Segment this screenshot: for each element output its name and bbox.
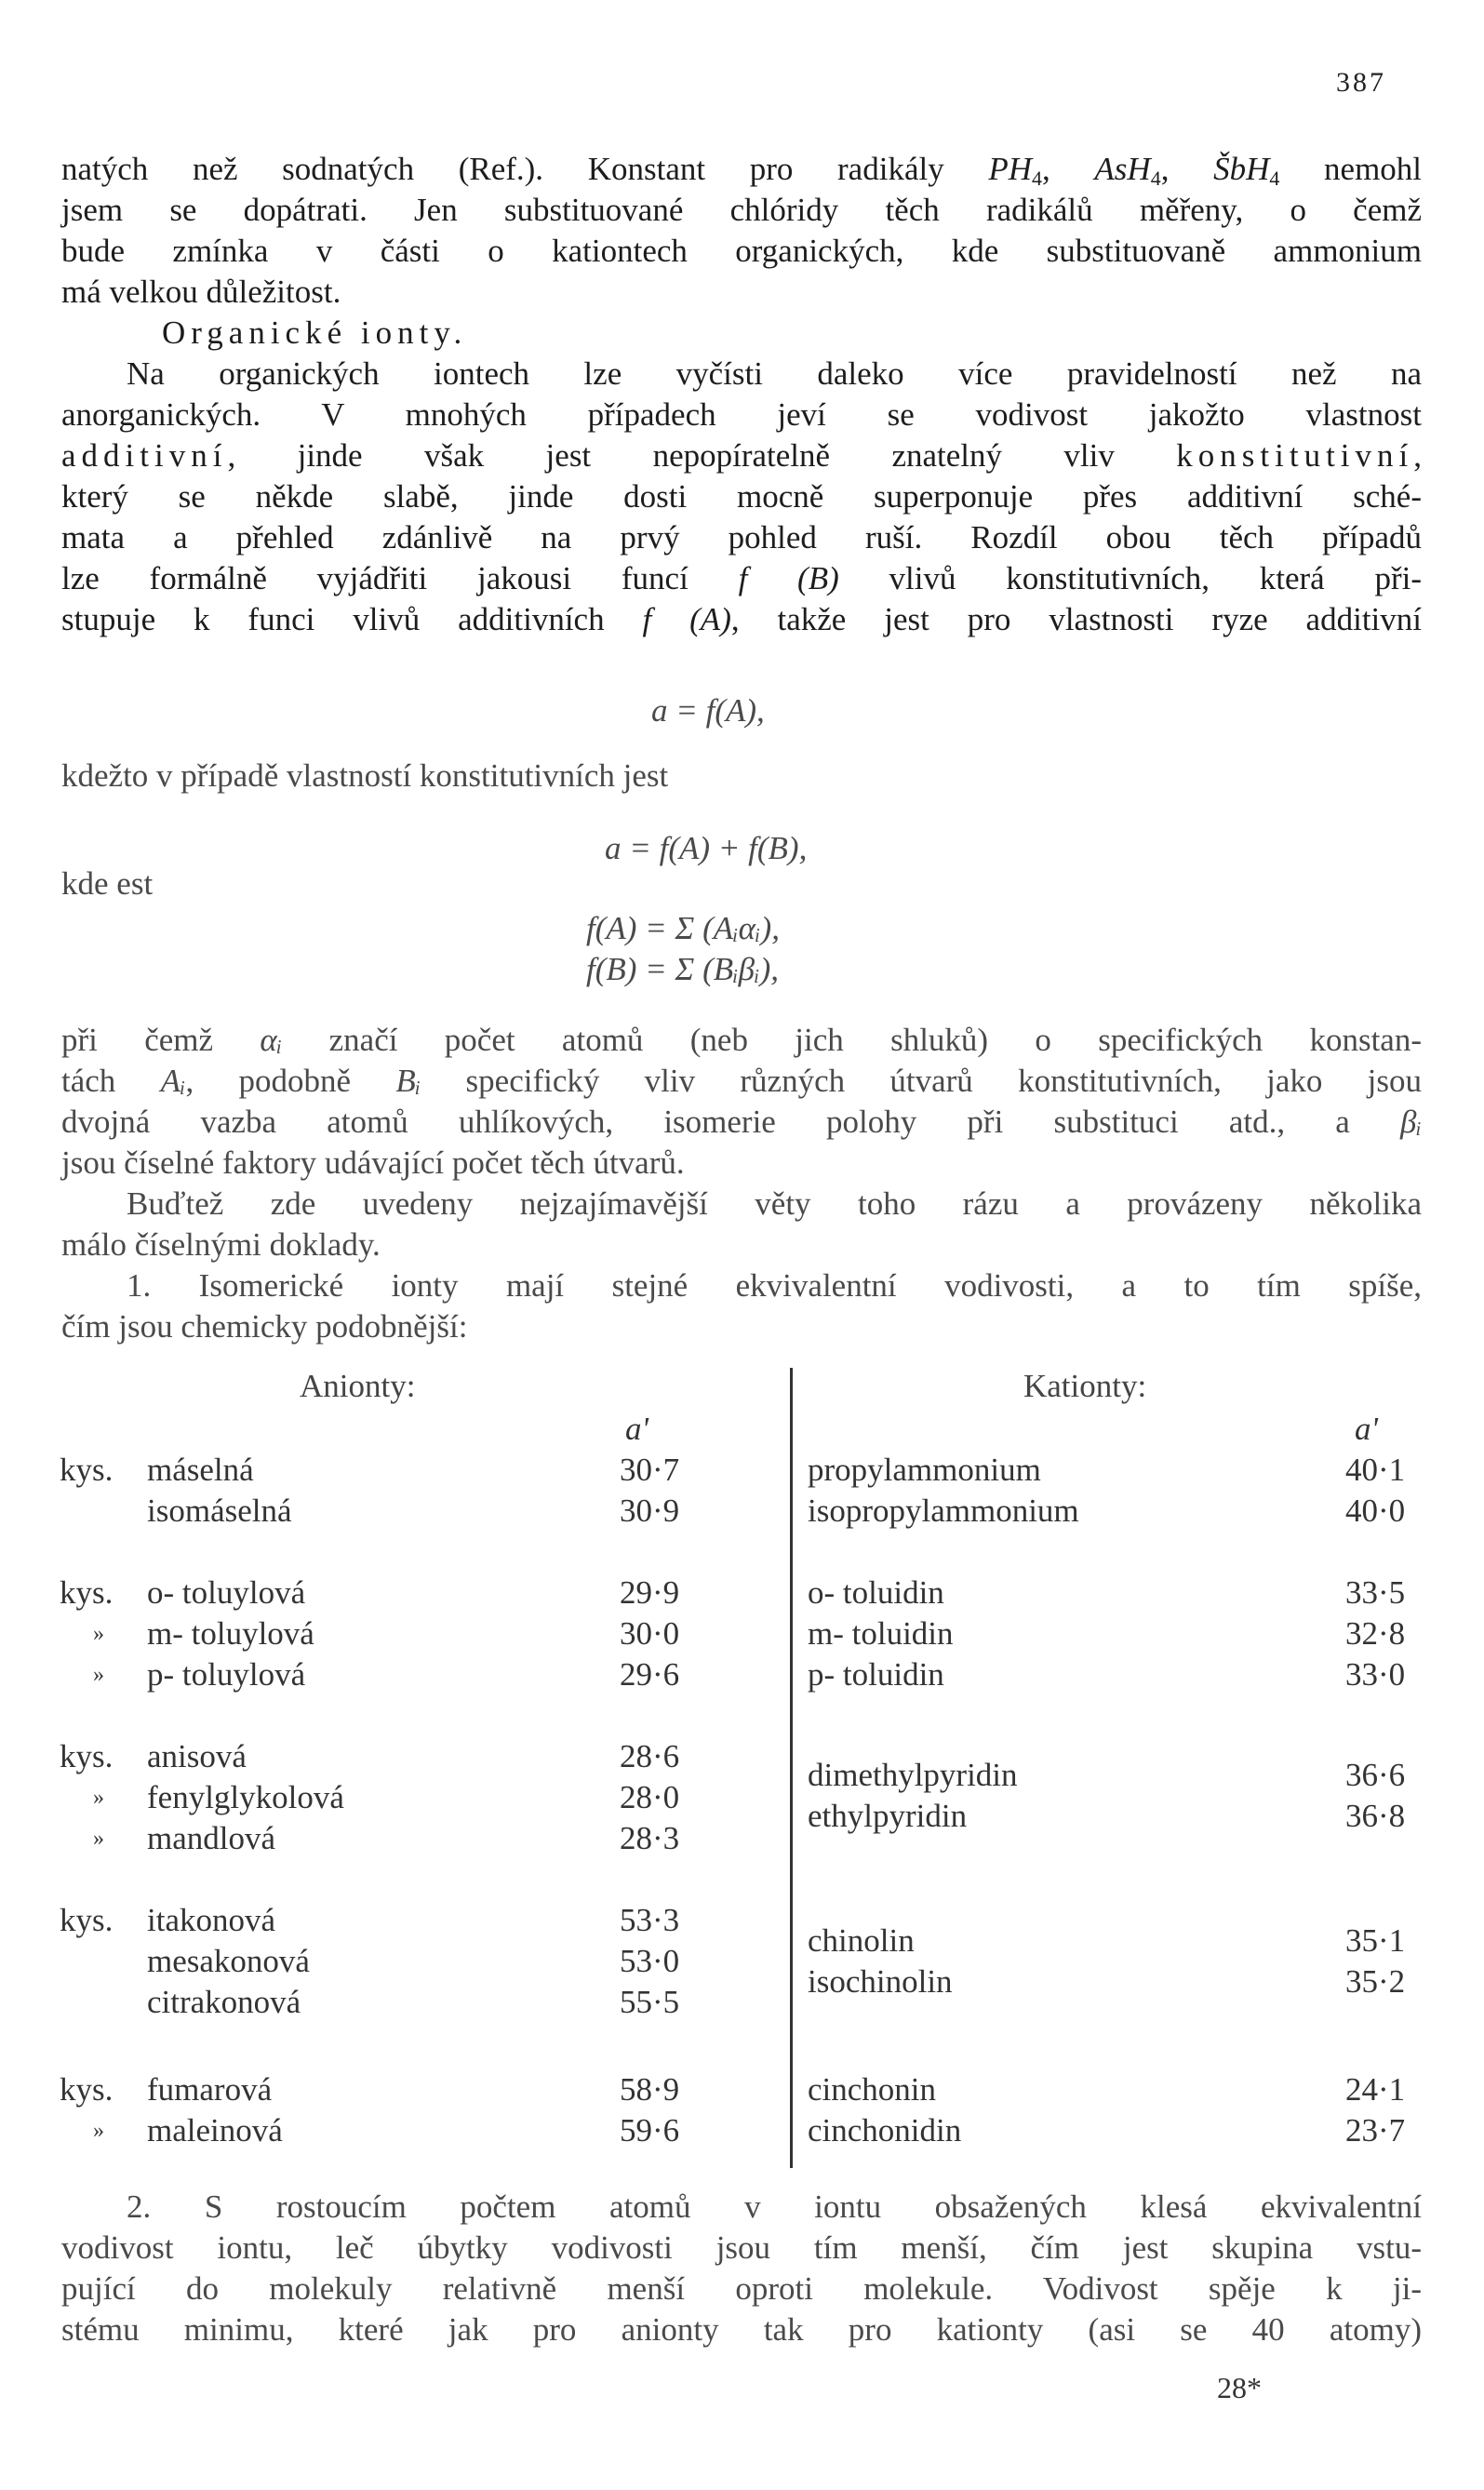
text-line: při čemž αᵢ značí počet atomů (neb jich shluků) o specifických konstan- — [61, 1022, 1422, 1058]
anion-name: o- toluylová — [147, 1574, 306, 1611]
anion-name: fumarová — [147, 2071, 273, 2108]
cations-heading: Kationty: — [1023, 1368, 1147, 1404]
cation-name: o- toluidin — [808, 1574, 944, 1611]
formula-constitutive: a = f(A) + f(B), — [605, 830, 808, 866]
anion-value: 28·6 — [620, 1738, 680, 1774]
formula-additive: a = f(A), — [651, 692, 765, 729]
anion-name: itakonová — [147, 1902, 276, 1938]
cation-value: 23·7 — [1345, 2112, 1406, 2149]
ditto-mark: » — [93, 1786, 104, 1810]
cation-value: 33·0 — [1345, 1656, 1406, 1693]
cation-name: isochinolin — [808, 1963, 953, 2000]
anion-name: maleinová — [147, 2112, 283, 2149]
anion-value: 55·5 — [620, 1984, 680, 2020]
anion-prefix: kys. — [60, 2071, 114, 2108]
cation-name: m- toluidin — [808, 1615, 954, 1652]
text-line: který se někde slabě, jinde dosti mocně superponuje přes additivní sché- — [61, 478, 1422, 515]
anion-value: 59·6 — [620, 2112, 680, 2149]
anion-value: 30·7 — [620, 1452, 680, 1488]
formula-fb: f(B) = Σ (Bᵢβᵢ), — [586, 951, 780, 987]
anion-name: m- toluylová — [147, 1615, 314, 1652]
anion-name: citrakonová — [147, 1984, 301, 2020]
paragraph-radicals — [61, 149, 1422, 640]
text-line: má velkou důležitost. — [61, 274, 341, 310]
text-line: bude zmínka v části o kationtech organických, kde substituovaně ammonium — [61, 233, 1422, 269]
cation-name: propylammonium — [808, 1452, 1041, 1488]
anion-value: 58·9 — [620, 2071, 680, 2108]
anion-value: 53·3 — [620, 1902, 680, 1938]
anion-prefix: kys. — [60, 1902, 114, 1938]
text-line: Na organických iontech lze vyčísti daleko více pravidelností než na — [127, 355, 1422, 392]
ditto-mark: » — [93, 1622, 104, 1646]
ditto-mark: » — [93, 1827, 104, 1851]
text-line: tách Aᵢ, podobně Bᵢ specifický vliv různých útvarů konstitutivních, jako jsou — [61, 1063, 1422, 1099]
text-line: natých než sodnatých (Ref.). Konstant pro radikály $PH_4$, AsH$_4$, ŠbH$_4$ nemohl — [61, 151, 1423, 190]
anion-value: 28·0 — [620, 1779, 680, 1815]
text-line: additivní, jinde však jest nepopíratelně znatelný vliv konstitutivní, — [61, 437, 1422, 474]
cation-name: ethylpyridin — [808, 1798, 968, 1834]
text-kdezto: kdežto v případě vlastností konstitutivních jest — [61, 757, 669, 794]
anions-symbol: a' — [625, 1411, 648, 1447]
anion-prefix: kys. — [60, 1738, 114, 1774]
anion-prefix: kys. — [60, 1452, 114, 1488]
text-line: pující do molekuly relativně menší oproti molekule. Vodivost spěje k ji- — [61, 2270, 1422, 2307]
cation-value: 36·8 — [1345, 1798, 1406, 1834]
cation-name: dimethylpyridin — [808, 1757, 1018, 1793]
cation-value: 33·5 — [1345, 1574, 1406, 1611]
cation-value: 40·1 — [1345, 1452, 1406, 1488]
anion-name: anisová — [147, 1738, 247, 1774]
cation-value: 24·1 — [1345, 2071, 1406, 2108]
section-heading: Organické ionty. — [162, 315, 468, 351]
cation-name: cinchonidin — [808, 2112, 962, 2149]
cation-name: cinchonin — [808, 2071, 937, 2108]
text-line: mata a přehled zdánlivě na prvý pohled ruší. Rozdíl obou těch případů — [61, 519, 1422, 556]
text-line: málo číselnými doklady. — [61, 1226, 381, 1263]
signature-mark: 28* — [1217, 2371, 1262, 2404]
anion-prefix: kys. — [60, 1574, 114, 1611]
anion-value: 30·9 — [620, 1493, 680, 1529]
anion-value: 53·0 — [620, 1943, 680, 1979]
cation-name: p- toluidin — [808, 1656, 944, 1693]
cations-symbol: a' — [1355, 1411, 1378, 1447]
anion-name: p- toluylová — [147, 1656, 306, 1693]
text-line: lze formálně vyjádřiti jakousi funcí f (B) vlivů konstitutivních, která při- — [61, 560, 1422, 596]
text-line: dvojná vazba atomů uhlíkových, isomerie polohy při substituci atd., a βᵢ — [61, 1104, 1422, 1140]
text-line: stému minimu, které jak pro anionty tak pro kationty (asi se 40 atomy) — [61, 2311, 1422, 2348]
text-line: Buďtež zde uvedeny nejzajímavější věty toho rázu a provázeny několika — [127, 1185, 1422, 1222]
text-line: čím jsou chemicky podobnější: — [61, 1308, 468, 1345]
text-line: stupuje k funci vlivů additivních f (A), takže jest pro vlastnosti ryze additivní — [61, 601, 1422, 637]
paragraph-explanation — [61, 1020, 1422, 1347]
conductivity-table — [56, 1368, 1433, 2168]
ditto-mark: » — [93, 1663, 104, 1687]
anion-name: isomáselná — [147, 1493, 292, 1529]
anion-name: mesakonová — [147, 1943, 310, 1979]
anion-name: mandlová — [147, 1820, 276, 1856]
cation-name: isopropylammonium — [808, 1493, 1079, 1529]
anion-value: 28·3 — [620, 1820, 680, 1856]
ditto-mark: » — [93, 2119, 104, 2143]
cation-name: chinolin — [808, 1922, 915, 1959]
anions-heading: Anionty: — [300, 1368, 416, 1404]
formula-fa: f(A) = Σ (Aᵢαᵢ), — [586, 910, 780, 946]
cation-value: 40·0 — [1345, 1493, 1406, 1529]
anion-value: 29·6 — [620, 1656, 680, 1693]
cation-value: 32·8 — [1345, 1615, 1406, 1652]
text-line: anorganických. V mnohých případech jeví se vodivost jakožto vlastnost — [61, 396, 1422, 433]
anion-value: 29·9 — [620, 1574, 680, 1611]
cation-value: 35·1 — [1345, 1922, 1406, 1959]
text-line: 2. S rostoucím počtem atomů v iontu obsažených klesá ekvivalentní — [127, 2189, 1422, 2225]
anion-name: fenylglykolová — [147, 1779, 344, 1815]
anion-name: máselná — [147, 1452, 254, 1488]
text-line: 1. Isomerické ionty mají stejné ekvivalentní vodivosti, a to tím spíše, — [127, 1267, 1422, 1304]
text-line: jsem se dopátrati. Jen substituované chlóridy těch radikálů měřeny, o čemž — [61, 192, 1422, 228]
text-kde: kde est — [61, 865, 154, 902]
text-line: vodivost iontu, leč úbytky vodivosti jsou tím menší, čím jest skupina vstu- — [61, 2229, 1422, 2266]
cation-value: 35·2 — [1345, 1963, 1406, 2000]
cation-value: 36·6 — [1345, 1757, 1406, 1793]
page-number: 387 — [1336, 67, 1386, 98]
text-line: jsou číselné faktory udávající počet těch útvarů. — [61, 1145, 685, 1181]
anion-value: 30·0 — [620, 1615, 680, 1652]
paragraph-rule-2 — [61, 2187, 1422, 2350]
